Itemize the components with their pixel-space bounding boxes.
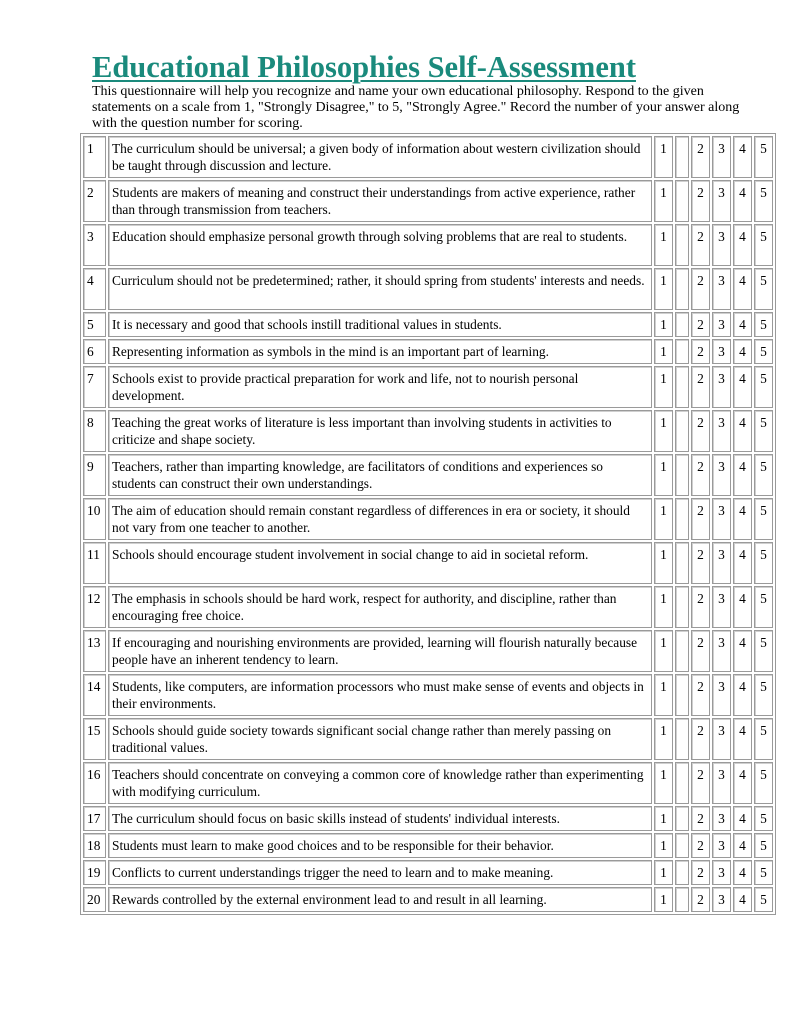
rating-option-4[interactable]: 4 <box>733 806 752 831</box>
rating-option-3[interactable]: 3 <box>712 718 731 760</box>
rating-option-1[interactable]: 1 <box>654 339 673 364</box>
questionnaire-table <box>80 133 776 915</box>
rating-option-3[interactable]: 3 <box>712 630 731 672</box>
rating-option-2[interactable]: 2 <box>691 718 710 760</box>
rating-option-2[interactable]: 2 <box>691 136 710 178</box>
rating-option-5[interactable]: 5 <box>754 180 773 222</box>
rating-option-1[interactable]: 1 <box>654 268 673 310</box>
rating-option-4[interactable]: 4 <box>733 586 752 628</box>
rating-option-1[interactable]: 1 <box>654 542 673 584</box>
rating-option-5[interactable]: 5 <box>754 887 773 912</box>
question-statement: Schools exist to provide practical preparation for work and life, not to nourish personal development. <box>108 366 652 408</box>
question-statement: Schools should encourage student involvement in social change to aid in societal reform. <box>108 542 652 584</box>
rating-option-1[interactable]: 1 <box>654 224 673 266</box>
scale-spacer <box>675 630 689 672</box>
question-row <box>83 718 773 760</box>
rating-option-4[interactable]: 4 <box>733 860 752 885</box>
rating-option-2[interactable]: 2 <box>691 410 710 452</box>
question-statement: If encouraging and nourishing environments are provided, learning will flourish naturally because people have an inherent tendency to learn. <box>108 630 652 672</box>
rating-option-5[interactable]: 5 <box>754 833 773 858</box>
question-row <box>83 833 773 858</box>
rating-option-5[interactable]: 5 <box>754 136 773 178</box>
scale-spacer <box>675 224 689 266</box>
rating-option-5[interactable]: 5 <box>754 860 773 885</box>
rating-option-5[interactable]: 5 <box>754 498 773 540</box>
rating-option-4[interactable]: 4 <box>733 674 752 716</box>
scale-spacer <box>675 860 689 885</box>
question-number: 1 <box>83 136 106 178</box>
rating-option-4[interactable]: 4 <box>733 366 752 408</box>
question-statement: Curriculum should not be predetermined; rather, it should spring from students' interests and needs. <box>108 268 652 310</box>
question-statement: It is necessary and good that schools instill traditional values in students. <box>108 312 652 337</box>
question-row <box>83 806 773 831</box>
rating-option-5[interactable]: 5 <box>754 630 773 672</box>
question-row <box>83 887 773 912</box>
rating-option-1[interactable]: 1 <box>654 410 673 452</box>
question-row <box>83 454 773 496</box>
rating-option-1[interactable]: 1 <box>654 180 673 222</box>
questionnaire-body <box>83 136 773 912</box>
rating-option-5[interactable]: 5 <box>754 806 773 831</box>
rating-option-2[interactable]: 2 <box>691 762 710 804</box>
question-number: 16 <box>83 762 106 804</box>
scale-spacer <box>675 498 689 540</box>
question-row <box>83 630 773 672</box>
rating-option-1[interactable]: 1 <box>654 674 673 716</box>
rating-option-4[interactable]: 4 <box>733 180 752 222</box>
question-row <box>83 542 773 584</box>
rating-option-1[interactable]: 1 <box>654 887 673 912</box>
rating-option-4[interactable]: 4 <box>733 339 752 364</box>
rating-option-2[interactable]: 2 <box>691 366 710 408</box>
rating-option-1[interactable]: 1 <box>654 454 673 496</box>
scale-spacer <box>675 806 689 831</box>
rating-option-3[interactable]: 3 <box>712 586 731 628</box>
scale-spacer <box>675 339 689 364</box>
rating-option-1[interactable]: 1 <box>654 366 673 408</box>
rating-option-3[interactable]: 3 <box>712 762 731 804</box>
rating-option-3[interactable]: 3 <box>712 498 731 540</box>
question-number: 7 <box>83 366 106 408</box>
question-row <box>83 339 773 364</box>
question-number: 17 <box>83 806 106 831</box>
rating-option-4[interactable]: 4 <box>733 454 752 496</box>
rating-option-1[interactable]: 1 <box>654 718 673 760</box>
rating-option-4[interactable]: 4 <box>733 224 752 266</box>
question-number: 9 <box>83 454 106 496</box>
question-statement: Teaching the great works of literature is less important than involving students in activities to criticize and shape society. <box>108 410 652 452</box>
question-statement: Students must learn to make good choices and to be responsible for their behavior. <box>108 833 652 858</box>
question-statement: Students, like computers, are information processors who must make sense of events and objects in their environments. <box>108 674 652 716</box>
question-row <box>83 312 773 337</box>
question-row <box>83 224 773 266</box>
rating-option-2[interactable]: 2 <box>691 542 710 584</box>
question-number: 12 <box>83 586 106 628</box>
rating-option-2[interactable]: 2 <box>691 833 710 858</box>
rating-option-4[interactable]: 4 <box>733 762 752 804</box>
scale-spacer <box>675 180 689 222</box>
question-number: 15 <box>83 718 106 760</box>
scale-spacer <box>675 586 689 628</box>
question-row <box>83 860 773 885</box>
rating-option-2[interactable]: 2 <box>691 674 710 716</box>
question-statement: The emphasis in schools should be hard work, respect for authority, and discipline, rather than encouraging free choice. <box>108 586 652 628</box>
page-title: Educational Philosophies Self-Assessment <box>92 50 636 84</box>
rating-option-3[interactable]: 3 <box>712 542 731 584</box>
rating-option-2[interactable]: 2 <box>691 586 710 628</box>
rating-option-5[interactable]: 5 <box>754 718 773 760</box>
rating-option-1[interactable]: 1 <box>654 136 673 178</box>
rating-option-3[interactable]: 3 <box>712 454 731 496</box>
question-statement: Representing information as symbols in the mind is an important part of learning. <box>108 339 652 364</box>
rating-option-4[interactable]: 4 <box>733 718 752 760</box>
rating-option-4[interactable]: 4 <box>733 542 752 584</box>
rating-option-3[interactable]: 3 <box>712 180 731 222</box>
scale-spacer <box>675 268 689 310</box>
scale-spacer <box>675 312 689 337</box>
rating-option-4[interactable]: 4 <box>733 630 752 672</box>
scale-spacer <box>675 674 689 716</box>
scale-spacer <box>675 833 689 858</box>
rating-option-5[interactable]: 5 <box>754 268 773 310</box>
question-statement: The curriculum should be universal; a given body of information about western civilization should be taught through discussion and lecture. <box>108 136 652 178</box>
document-page <box>80 50 767 915</box>
rating-option-4[interactable]: 4 <box>733 136 752 178</box>
rating-option-4[interactable]: 4 <box>733 410 752 452</box>
question-number: 14 <box>83 674 106 716</box>
rating-option-1[interactable]: 1 <box>654 762 673 804</box>
rating-option-5[interactable]: 5 <box>754 762 773 804</box>
rating-option-3[interactable]: 3 <box>712 268 731 310</box>
question-statement: Teachers should concentrate on conveying a common core of knowledge rather than experimenting with modifying curriculum. <box>108 762 652 804</box>
scale-spacer <box>675 410 689 452</box>
rating-option-3[interactable]: 3 <box>712 860 731 885</box>
rating-option-5[interactable]: 5 <box>754 224 773 266</box>
rating-option-4[interactable]: 4 <box>733 833 752 858</box>
question-row <box>83 268 773 310</box>
rating-option-3[interactable]: 3 <box>712 136 731 178</box>
question-number: 4 <box>83 268 106 310</box>
question-number: 19 <box>83 860 106 885</box>
question-statement: Students are makers of meaning and construct their understandings from active experience, rather than through transmission from teachers. <box>108 180 652 222</box>
rating-option-5[interactable]: 5 <box>754 366 773 408</box>
rating-option-4[interactable]: 4 <box>733 268 752 310</box>
question-row <box>83 410 773 452</box>
rating-option-2[interactable]: 2 <box>691 180 710 222</box>
scale-spacer <box>675 718 689 760</box>
question-row <box>83 762 773 804</box>
scale-spacer <box>675 454 689 496</box>
rating-option-4[interactable]: 4 <box>733 887 752 912</box>
rating-option-4[interactable]: 4 <box>733 312 752 337</box>
rating-option-2[interactable]: 2 <box>691 312 710 337</box>
rating-option-5[interactable]: 5 <box>754 542 773 584</box>
question-row <box>83 674 773 716</box>
question-number: 8 <box>83 410 106 452</box>
rating-option-2[interactable]: 2 <box>691 806 710 831</box>
question-row <box>83 136 773 178</box>
rating-option-2[interactable]: 2 <box>691 268 710 310</box>
question-row <box>83 366 773 408</box>
rating-option-5[interactable]: 5 <box>754 454 773 496</box>
question-statement: Education should emphasize personal growth through solving problems that are real to students. <box>108 224 652 266</box>
rating-option-3[interactable]: 3 <box>712 366 731 408</box>
rating-option-5[interactable]: 5 <box>754 339 773 364</box>
scale-spacer <box>675 542 689 584</box>
rating-option-2[interactable]: 2 <box>691 498 710 540</box>
rating-option-2[interactable]: 2 <box>691 454 710 496</box>
scale-spacer <box>675 887 689 912</box>
rating-option-1[interactable]: 1 <box>654 833 673 858</box>
question-number: 11 <box>83 542 106 584</box>
rating-option-5[interactable]: 5 <box>754 410 773 452</box>
rating-option-1[interactable]: 1 <box>654 630 673 672</box>
question-number: 13 <box>83 630 106 672</box>
rating-option-1[interactable]: 1 <box>654 312 673 337</box>
rating-option-3[interactable]: 3 <box>712 887 731 912</box>
question-number: 18 <box>83 833 106 858</box>
scale-spacer <box>675 136 689 178</box>
rating-option-2[interactable]: 2 <box>691 860 710 885</box>
question-row <box>83 180 773 222</box>
rating-option-1[interactable]: 1 <box>654 586 673 628</box>
rating-option-1[interactable]: 1 <box>654 860 673 885</box>
rating-option-3[interactable]: 3 <box>712 224 731 266</box>
question-statement: The aim of education should remain constant regardless of differences in era or society, it should not vary from one teacher to another. <box>108 498 652 540</box>
question-row <box>83 586 773 628</box>
question-number: 20 <box>83 887 106 912</box>
question-statement: Conflicts to current understandings trigger the need to learn and to make meaning. <box>108 860 652 885</box>
rating-option-3[interactable]: 3 <box>712 674 731 716</box>
rating-option-1[interactable]: 1 <box>654 806 673 831</box>
question-statement: Teachers, rather than imparting knowledge, are facilitators of conditions and experiences so students can construct their own understandings. <box>108 454 652 496</box>
question-statement: Rewards controlled by the external environment lead to and result in all learning. <box>108 887 652 912</box>
rating-option-2[interactable]: 2 <box>691 887 710 912</box>
rating-option-3[interactable]: 3 <box>712 806 731 831</box>
question-number: 10 <box>83 498 106 540</box>
scale-spacer <box>675 762 689 804</box>
rating-option-1[interactable]: 1 <box>654 498 673 540</box>
question-statement: Schools should guide society towards significant social change rather than merely passing on traditional values. <box>108 718 652 760</box>
intro-paragraph: This questionnaire will help you recognize and name your own educational philosophy. Respond to the given statements on a scale from 1, "Strongly Disagree," to 5, "Strongly Agree." Record the number of your answer along with the question number for scoring. <box>92 84 740 131</box>
rating-option-5[interactable]: 5 <box>754 312 773 337</box>
question-number: 5 <box>83 312 106 337</box>
rating-option-3[interactable]: 3 <box>712 339 731 364</box>
rating-option-5[interactable]: 5 <box>754 586 773 628</box>
rating-option-3[interactable]: 3 <box>712 312 731 337</box>
rating-option-5[interactable]: 5 <box>754 674 773 716</box>
question-number: 2 <box>83 180 106 222</box>
rating-option-2[interactable]: 2 <box>691 224 710 266</box>
question-statement: The curriculum should focus on basic skills instead of students' individual interests. <box>108 806 652 831</box>
scale-spacer <box>675 366 689 408</box>
question-number: 3 <box>83 224 106 266</box>
rating-option-3[interactable]: 3 <box>712 833 731 858</box>
rating-option-3[interactable]: 3 <box>712 410 731 452</box>
rating-option-4[interactable]: 4 <box>733 498 752 540</box>
rating-option-2[interactable]: 2 <box>691 630 710 672</box>
question-number: 6 <box>83 339 106 364</box>
rating-option-2[interactable]: 2 <box>691 339 710 364</box>
question-row <box>83 498 773 540</box>
